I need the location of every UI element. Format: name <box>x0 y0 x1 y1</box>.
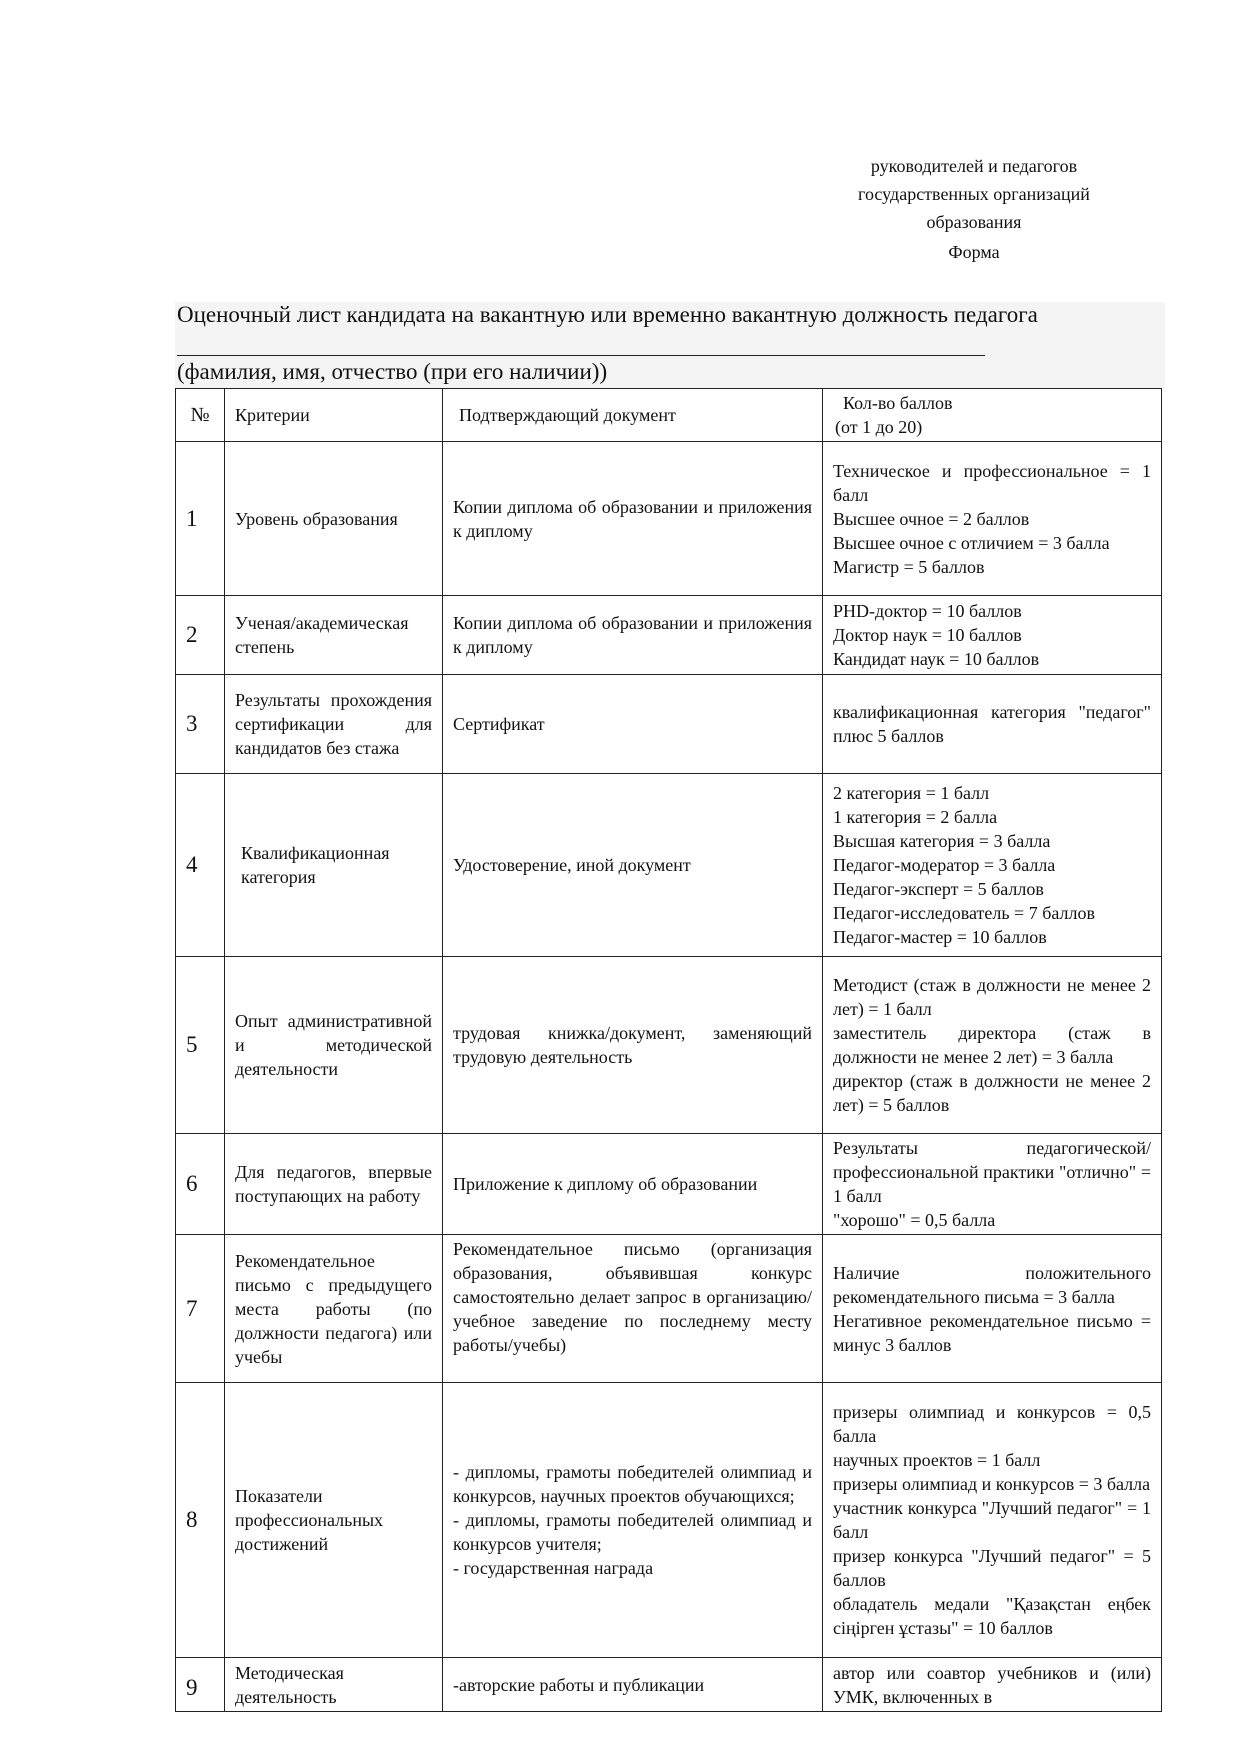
points-line: Высшее очное = 2 баллов <box>833 508 1030 529</box>
row-document: трудовая книжка/документ, заменяющий трудовую деятельность <box>443 957 823 1134</box>
points-line: PHD-доктор = 10 баллов <box>833 601 1022 621</box>
row-criteria: Показатели профессиональных достижений <box>225 1383 443 1658</box>
row-document: Сертификат <box>443 675 823 774</box>
points-line: научных проектов = 1 балл <box>833 1450 1041 1470</box>
evaluation-table <box>175 388 1162 1712</box>
table-row <box>176 675 1162 774</box>
table-row <box>176 774 1162 957</box>
points-line: директор (стаж в должности не менее 2 лет) = 5 баллов <box>833 1071 1151 1115</box>
points-line: "хорошо" = 0,5 балла <box>833 1210 996 1230</box>
row-points <box>823 957 1162 1134</box>
points-line: призеры олимпиад и конкурсов = 0,5 балла <box>833 1402 1151 1446</box>
points-line: Доктор наук = 10 баллов <box>833 625 1022 645</box>
table-header-row <box>176 389 1162 442</box>
row-num: 4 <box>176 774 225 957</box>
points-line: квалификационная категория "педагог" плюс 5 баллов <box>833 702 1151 746</box>
row-criteria: Для педагогов, впервые поступающих на работу <box>225 1134 443 1235</box>
header-line: образования <box>926 212 1022 232</box>
row-num: 9 <box>176 1658 225 1712</box>
document-line: - государственная награда <box>453 1558 654 1578</box>
table-row <box>176 1134 1162 1235</box>
row-criteria: Методическая деятельность <box>225 1658 443 1712</box>
row-points <box>823 675 1162 774</box>
header-criteria: Критерии <box>225 389 443 442</box>
document-line: - дипломы, грамоты победителей олимпиад и конкурсов, научных проектов обучающихся; <box>453 1462 812 1506</box>
table-row <box>176 1235 1162 1383</box>
row-num: 3 <box>176 675 225 774</box>
row-num: 1 <box>176 442 225 596</box>
points-line: 1 категория = 2 балла <box>833 807 998 827</box>
row-num: 7 <box>176 1235 225 1383</box>
row-points <box>823 1383 1162 1658</box>
header-line: государственных организаций <box>858 184 1090 204</box>
table-row <box>176 596 1162 675</box>
form-title: Оценочный лист кандидата на вакантную или временно вакантную должность педагога <box>177 302 1038 327</box>
form-header <box>830 152 1118 266</box>
points-line: Педагог-мастер = 10 баллов <box>833 927 1047 947</box>
row-criteria: Квалификационная категория <box>225 774 443 957</box>
row-document: Копии диплома об образовании и приложения к диплому <box>443 442 823 596</box>
points-line: 2 категория = 1 балл <box>833 783 990 803</box>
row-criteria: Ученая/академическая степень <box>225 596 443 675</box>
row-num: 2 <box>176 596 225 675</box>
name-underline <box>177 355 985 356</box>
points-line: участник конкурса "Лучший педагог" = 1 балл <box>833 1498 1151 1542</box>
table-row <box>176 442 1162 596</box>
row-document: -авторские работы и публикации <box>443 1658 823 1712</box>
row-document: Копии диплома об образовании и приложения к диплому <box>443 596 823 675</box>
row-points <box>823 1658 1162 1712</box>
header-num: № <box>176 389 225 442</box>
points-line: призеры олимпиад и конкурсов = 3 балла <box>833 1474 1151 1494</box>
row-criteria: Опыт административной и методической деятельности <box>225 957 443 1134</box>
points-line: Высшее очное с отличием = 3 балла <box>833 532 1110 553</box>
header-document: Подтверждающий документ <box>443 389 823 442</box>
row-document: Рекомендательное письмо (организация образования, объявившая конкурс самостоятельно делает запрос в организацию/учебное заведение по последнему месту работы/учебы) <box>443 1235 823 1383</box>
points-line: призер конкурса "Лучший педагог" = 5 баллов <box>833 1546 1151 1590</box>
points-line: Магистр = 5 баллов <box>833 556 985 577</box>
row-criteria: Уровень образования <box>225 442 443 596</box>
points-line: Наличие положительного рекомендательного письма = 3 балла <box>833 1262 1151 1307</box>
points-line: Негативное рекомендательное письмо = минус 3 баллов <box>833 1310 1151 1355</box>
row-points <box>823 442 1162 596</box>
row-document <box>443 1383 823 1658</box>
row-criteria: Рекомендательное письмо с предыдущего места работы (по должности педагога) или учебы <box>225 1235 443 1383</box>
points-line: Педагог-модератор = 3 балла <box>833 855 1056 875</box>
row-criteria: Результаты прохождения сертификации для кандидатов без стажа <box>225 675 443 774</box>
row-points <box>823 1134 1162 1235</box>
row-num: 6 <box>176 1134 225 1235</box>
row-points <box>823 1235 1162 1383</box>
points-line: Техническое и профессиональное = 1 балл <box>833 460 1151 505</box>
points-line: Высшая категория = 3 балла <box>833 831 1051 851</box>
points-line: Кандидат наук = 10 баллов <box>833 649 1040 669</box>
points-line: обладатель медали "Қазақстан еңбек сіңірген ұстазы" = 10 баллов <box>833 1594 1151 1638</box>
form-subtitle: (фамилия, имя, отчество (при его наличии)) <box>177 359 608 384</box>
row-num: 8 <box>176 1383 225 1658</box>
points-line: Результаты педагогической/ профессиональной практики "отлично" = 1 балл <box>833 1138 1151 1206</box>
table-row <box>176 1383 1162 1658</box>
table-row <box>176 1658 1162 1712</box>
points-line: Педагог-эксперт = 5 баллов <box>833 879 1044 899</box>
header-points-line: (от 1 до 20) <box>835 417 923 437</box>
document-line: - дипломы, грамоты победителей олимпиад и конкурсов учителя; <box>453 1510 812 1554</box>
row-document: Приложение к диплому об образовании <box>443 1134 823 1235</box>
header-line: руководителей и педагогов <box>870 156 1078 176</box>
row-num: 5 <box>176 957 225 1134</box>
form-label: Форма <box>948 242 1000 262</box>
points-line: Методист (стаж в должности не менее 2 лет) = 1 балл <box>833 975 1151 1019</box>
points-line: Педагог-исследователь = 7 баллов <box>833 903 1095 923</box>
header-points-line: Кол-во баллов <box>843 393 953 413</box>
points-line: автор или соавтор учебников и (или) УМК, включенных в <box>833 1662 1151 1707</box>
table-row <box>176 957 1162 1134</box>
header-points <box>823 389 1162 442</box>
points-line: заместитель директора (стаж в должности не менее 2 лет) = 3 балла <box>833 1023 1151 1067</box>
row-points <box>823 596 1162 675</box>
row-points <box>823 774 1162 957</box>
row-document: Удостоверение, иной документ <box>443 774 823 957</box>
